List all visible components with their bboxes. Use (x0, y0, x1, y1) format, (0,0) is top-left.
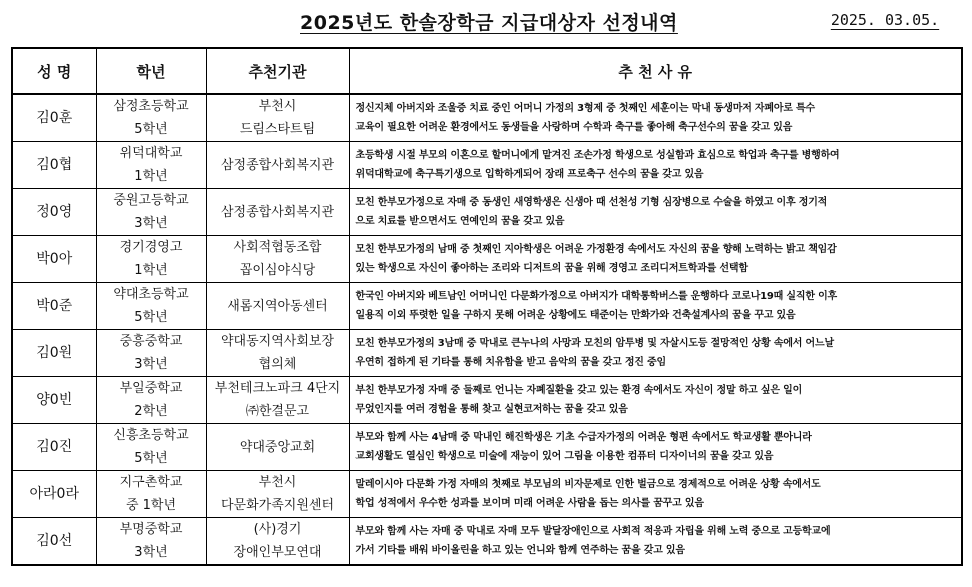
cell-reason (349, 236, 962, 283)
cell-reason-line1: 한국인 아버지와 베트남인 어머니인 다문화가정으로 아버지가 대학통학버스를 운행하다 코로나19때 실직한 이후 (355, 291, 837, 302)
cell-name: 김0원 (12, 330, 96, 377)
cell-school: 삼정초등학교 (113, 99, 189, 114)
cell-org-line1: 사회적협동조합 (233, 240, 322, 255)
cell-org (206, 94, 349, 142)
cell-school: 부일중학교 (119, 381, 183, 396)
table-row (12, 330, 962, 377)
cell-org (206, 377, 349, 424)
cell-school: 부명중학교 (119, 522, 183, 537)
cell-grade: 3학년 (134, 216, 168, 231)
cell-grade: 5학년 (134, 451, 168, 466)
cell-org-line1: 약대중앙교회 (239, 439, 316, 455)
cell-school: 위덕대학교 (119, 146, 183, 161)
cell-reason-line1: 부모와 함께 사는 4남매 중 막내인 해진학생은 기초 수급자가정의 어려운 형편 속에서도 학교생활 뿐아니라 (355, 432, 812, 443)
cell-name: 김0훈 (12, 94, 96, 142)
cell-org-line1: 부천시 (258, 99, 297, 114)
cell-org-line1: 삼정종합사회복지관 (220, 157, 335, 173)
table-row (12, 94, 962, 142)
cell-name: 김0진 (12, 424, 96, 471)
cell-school-grade (96, 189, 206, 236)
header-org: 추천기관 (206, 48, 349, 94)
cell-school-grade (96, 236, 206, 283)
cell-org (206, 471, 349, 518)
table-row (12, 518, 962, 566)
cell-org (206, 142, 349, 189)
cell-org (206, 330, 349, 377)
cell-name: 양0빈 (12, 377, 96, 424)
cell-school-grade (96, 142, 206, 189)
cell-school: 약대초등학교 (113, 287, 189, 302)
document-date: 2025. 03.05. (830, 11, 940, 29)
cell-reason (349, 283, 962, 330)
cell-name: 김0협 (12, 142, 96, 189)
cell-reason-line2: 가서 기타를 배워 바이올린을 하고 있는 언니와 함께 연주하는 꿈을 갖고 있음 (355, 545, 685, 556)
cell-org-line2: 장애인부모연대 (233, 545, 322, 560)
cell-org-line2: 드림스타트팀 (239, 122, 316, 137)
cell-reason (349, 471, 962, 518)
cell-org-line1: 새롬지역아동센터 (227, 298, 328, 314)
cell-org-line2: 다문화가족지원센터 (220, 498, 335, 513)
cell-org-line2: 협의체 (258, 357, 297, 372)
cell-reason-line2: 교회생활도 열심인 학생으로 미술에 재능이 있어 그림을 이용한 컴퓨터 디자이너의 꿈을 갖고 있음 (355, 451, 774, 462)
cell-reason (349, 142, 962, 189)
cell-reason-line1: 모친 한부모가정의 3남매 중 막내로 큰누나의 사망과 모친의 암투병 및 자살시도등 절망적인 상황 속에서 어느날 (355, 338, 834, 349)
cell-reason (349, 424, 962, 471)
cell-grade: 1학년 (134, 169, 168, 184)
cell-name: 김0선 (12, 518, 96, 566)
cell-school-grade (96, 471, 206, 518)
header-grade: 학년 (96, 48, 206, 94)
table-row (12, 283, 962, 330)
cell-grade: 3학년 (134, 545, 168, 560)
table-row (12, 189, 962, 236)
cell-reason (349, 189, 962, 236)
cell-reason-line1: 초등학생 시절 부모의 이혼으로 할머니에게 맡겨진 조손가정 학생으로 성실함과 효심으로 학업과 축구를 병행하여 (355, 150, 840, 161)
cell-reason-line1: 부친 한부모가정 자매 중 둘째로 언니는 자폐질환을 갖고 있는 환경 속에서도 자신이 정말 하고 싶은 일이 (355, 385, 803, 396)
cell-school-grade (96, 377, 206, 424)
cell-school: 경기경영고 (119, 240, 183, 255)
cell-reason-line1: 모친 한부모가정의 남매 중 첫째인 지아학생은 어려운 가정환경 속에서도 자신의 꿈을 향해 노력하는 밝고 책임감 (355, 244, 837, 255)
header-name: 성 명 (12, 48, 96, 94)
cell-org-line2: 꼽이심야식당 (239, 263, 316, 278)
document-title: 2025년도 한솔장학금 지급대상자 선정내역 (300, 12, 678, 34)
cell-school: 중흥중학교 (119, 334, 183, 349)
cell-grade: 5학년 (134, 122, 168, 137)
cell-reason-line2: 으로 치료를 받으면서도 연예인의 꿈을 갖고 있음 (355, 216, 565, 227)
cell-org-line2: ㈜한결문고 (245, 404, 310, 419)
cell-name: 박0아 (12, 236, 96, 283)
cell-reason (349, 377, 962, 424)
cell-org-line1: (사)경기 (253, 522, 302, 537)
table-header-row (12, 48, 962, 94)
header-reason: 추 천 사 유 (349, 48, 962, 94)
cell-school: 지구촌학교 (119, 475, 183, 490)
table-row (12, 236, 962, 283)
cell-reason-line2: 있는 학생으로 자신이 좋아하는 조리와 디저트의 꿈을 위해 경영고 조리디저트학과를 선택함 (355, 263, 748, 274)
cell-org-line1: 부천시 (258, 475, 297, 490)
cell-reason (349, 518, 962, 566)
cell-org (206, 518, 349, 566)
cell-reason-line1: 부모와 함께 사는 자매 중 막내로 자매 모두 발달장애인으로 사회적 적응과 자립을 위해 노력 중으로 고등학교에 (355, 526, 831, 537)
cell-reason-line1: 말레이시아 다문화 가정 자매의 첫째로 부모님의 비자문제로 인한 벌금으로 경제적으로 어려운 상황 속에서도 (355, 479, 821, 490)
cell-grade: 2학년 (134, 404, 168, 419)
cell-org (206, 236, 349, 283)
cell-grade: 1학년 (134, 263, 168, 278)
table-row (12, 424, 962, 471)
cell-grade: 5학년 (134, 310, 168, 325)
cell-org-line1: 약대동지역사회보장 (220, 334, 335, 349)
cell-reason-line2: 무었인지를 여러 경험을 통해 찾고 실현코저하는 꿈을 갖고 있음 (355, 404, 628, 415)
table-row (12, 142, 962, 189)
cell-school: 신흥초등학교 (113, 428, 189, 443)
cell-name: 아라0라 (12, 471, 96, 518)
cell-name: 박0준 (12, 283, 96, 330)
cell-org (206, 189, 349, 236)
cell-reason-line2: 우연히 접하게 된 기타를 통해 치유함을 받고 음악의 꿈을 갖고 정진 중임 (355, 357, 666, 368)
cell-reason-line2: 일용직 이외 뚜렷한 일을 구하지 못해 어려운 상황에도 태준이는 만화가와 건축설계사의 꿈을 꾸고 있음 (355, 310, 796, 321)
cell-grade: 중 1학년 (125, 498, 177, 513)
cell-name: 정0영 (12, 189, 96, 236)
cell-org-line1: 부천테크노파크 4단지 (214, 381, 341, 396)
cell-school-grade (96, 424, 206, 471)
cell-reason-line2: 학업 성적에서 우수한 성과를 보이며 미래 어려운 사람을 돕는 의사를 꿈꾸고 있음 (355, 498, 704, 509)
scholarship-table (11, 47, 963, 566)
cell-school-grade (96, 518, 206, 566)
cell-school-grade (96, 283, 206, 330)
cell-reason (349, 94, 962, 142)
table-row (12, 377, 962, 424)
cell-reason-line1: 모친 한부모가정으로 자매 중 동생인 새영학생은 신생아 때 선천성 기형 심장병으로 수술을 하였고 이후 정기적 (355, 197, 828, 208)
cell-school-grade (96, 330, 206, 377)
table-row (12, 471, 962, 518)
cell-school-grade (96, 94, 206, 142)
cell-reason-line1: 정신지체 아버지와 조울증 치료 중인 어머니 가정의 3형제 중 첫째인 세훈이는 막내 동생마저 자폐아로 특수 (355, 103, 815, 114)
cell-org (206, 424, 349, 471)
cell-reason-line2: 교육이 필요한 어려운 환경에서도 동생들을 사랑하며 수학과 축구를 좋아해 축구선수의 꿈을 갖고 있음 (355, 122, 793, 133)
cell-reason (349, 330, 962, 377)
cell-org-line1: 삼정종합사회복지관 (220, 204, 335, 220)
cell-grade: 3학년 (134, 357, 168, 372)
cell-school: 중원고등학교 (113, 193, 189, 208)
cell-org (206, 283, 349, 330)
cell-reason-line2: 위덕대학교에 축구특기생으로 입학하게되어 장래 프로축구 선수의 꿈을 갖고 있음 (355, 169, 704, 180)
